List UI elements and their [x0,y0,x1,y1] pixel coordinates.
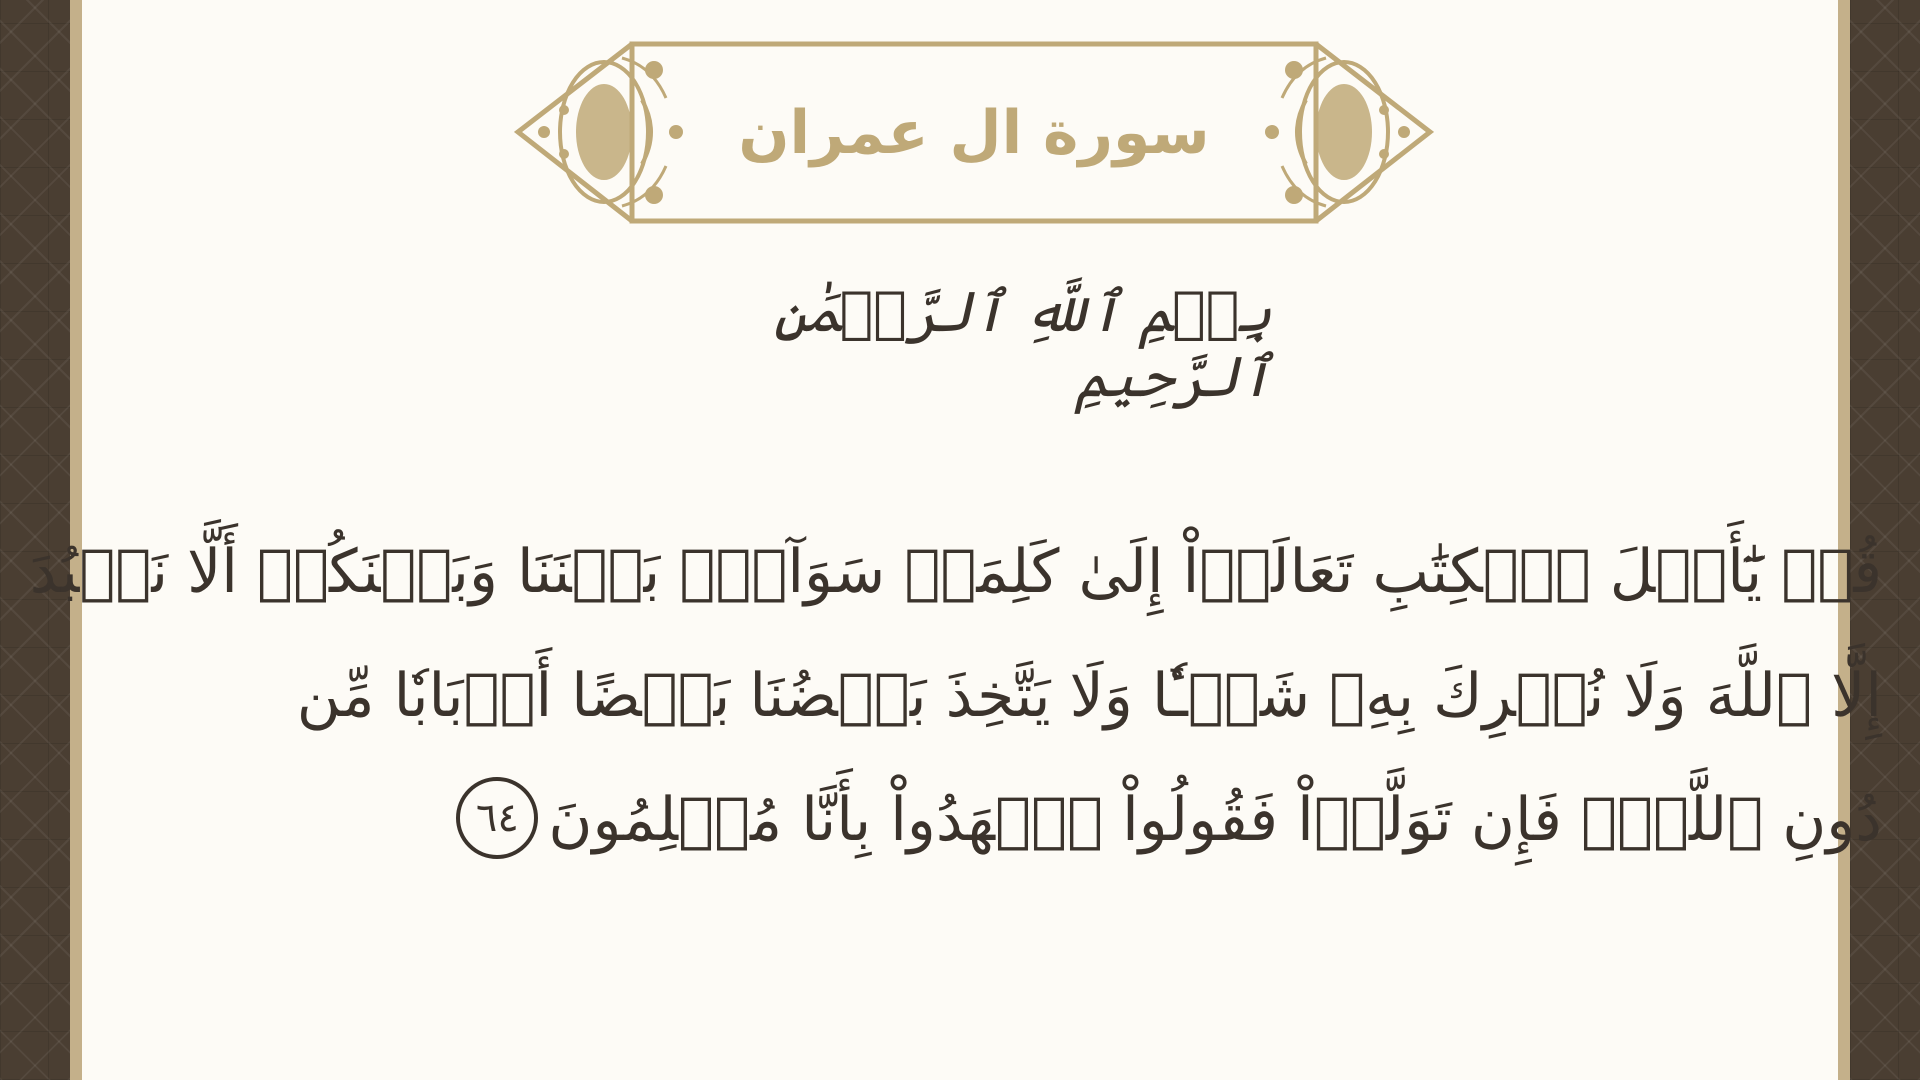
page-gold-frame [29,0,1882,1080]
verse-line-3 [402,758,1882,882]
surah-title: سورة ال عمران [738,97,1210,168]
surah-title-cartouche [514,40,1434,225]
ayah-number-marker: ٦٤ [456,777,538,859]
verse-text [29,510,1882,882]
verse-line-2: إِلَّا ٱللَّهَ وَلَا نُشۡرِكَ بِهِۦ شَيۡـٔٗا وَلَا يَتَّخِذَ بَعۡضُنَا بَعۡضًا أَرۡبَابٗا مِّن [296,661,1882,731]
page-content [29,0,1882,1080]
verse-line-3-text: دُونِ ٱللَّهِۚ فَإِن تَوَلَّوۡاْ فَقُولُواْ ٱشۡهَدُواْ بِأَنَّا مُسۡلِمُونَ [548,785,1882,855]
verse-line-1: قُلۡ يَٰٓأَهۡلَ ٱلۡكِتَٰبِ تَعَالَوۡاْ إِلَىٰ كَلِمَةٖ سَوَآءِۭ بَيۡنَنَا وَبَيۡنَكُمۡ أَلَّا نَعۡبُدَ [29,537,1882,607]
basmala-calligraphy: بِسۡمِ ٱللَّهِ ٱلرَّحۡمَٰنِ ٱلرَّحِيمِ [773,280,1272,410]
